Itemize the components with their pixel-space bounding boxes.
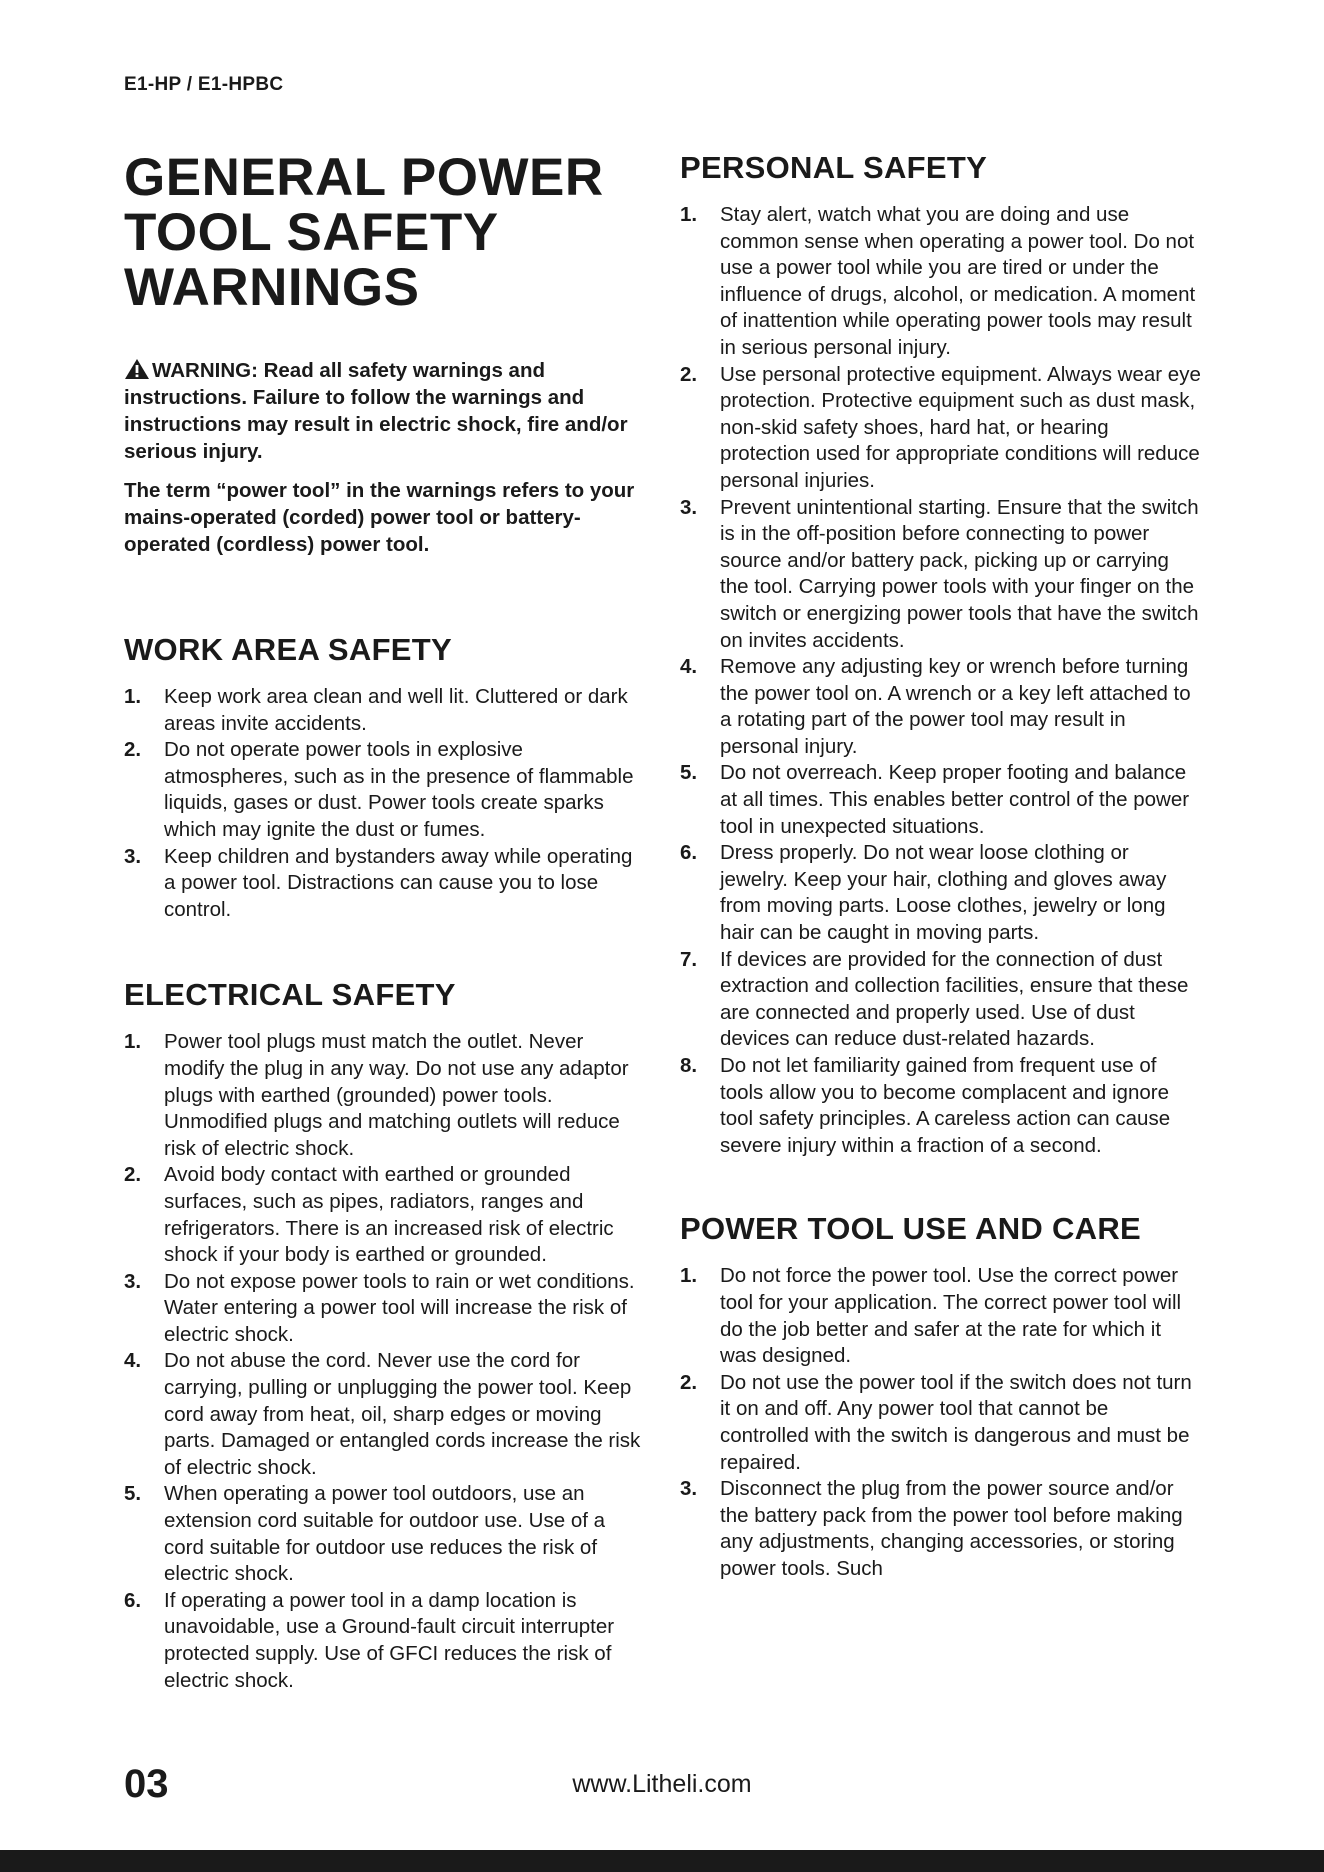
item-number: 7. [680, 947, 698, 971]
personal-section [680, 150, 1202, 1159]
use-care-section [680, 1211, 1202, 1582]
item-number: 1. [680, 203, 698, 226]
item-text: Do not operate power tools in explosive atmospheres, such as in the presence of flammable liquids, gases or dust. Power tools create sparks which may ignite the dust or fumes. [164, 738, 634, 841]
list-item [124, 737, 644, 843]
item-number: 2. [680, 362, 698, 386]
item-text: Remove any adjusting key or wrench before turning the power tool on. A wrench or a key left attached to a rotating part of the power tool may result in personal injury. [720, 655, 1191, 758]
page-title-line: WARNINGS [124, 258, 420, 317]
item-number: 5. [124, 1482, 142, 1506]
item-number: 3. [124, 1269, 142, 1293]
item-text: Disconnect the plug from the power source and/or the battery pack from the power tool before making any adjustments, changing accessories, or storing power tools. Such [720, 1477, 1183, 1580]
work-area-heading: WORK AREA SAFETY [124, 632, 452, 667]
warning-label: WARNING: [152, 359, 258, 382]
item-number: 8. [680, 1054, 698, 1077]
warning-text: Read all safety warnings and instructions. Failure to follow the warnings and instructions may result in electric shock, fire and/or serious injury. [124, 359, 628, 463]
list-item [124, 1269, 644, 1349]
item-text: Keep work area clean and well lit. Cluttered or dark areas invite accidents. [164, 685, 628, 735]
bottom-bar [0, 1850, 1324, 1872]
list-item [124, 684, 644, 737]
model-number: E1-HP / E1-HPBC [124, 74, 284, 95]
list-item [680, 654, 1202, 760]
left-column [124, 150, 644, 1694]
item-text: Keep children and bystanders away while operating a power tool. Distractions can cause you to lose control. [164, 844, 633, 921]
list-item [680, 1263, 1202, 1369]
item-text: If operating a power tool in a damp location is unavoidable, use a Ground-fault circuit interrupter protected supply. Use of GFCI reduces the risk of electric shock. [164, 1588, 615, 1692]
work-area-list [124, 684, 644, 923]
item-number: 3. [124, 844, 142, 868]
item-text: Do not abuse the cord. Never use the cord for carrying, pulling or unplugging the power tool. Keep cord away from heat, oil, sharp edges or moving parts. Damaged or entangled cords increase the risk of electric shock. [164, 1349, 641, 1479]
page-title-line: TOOL SAFETY [124, 203, 499, 262]
right-column [680, 150, 1202, 1583]
item-number: 6. [124, 1588, 142, 1612]
list-item [680, 760, 1202, 840]
item-text: Do not use the power tool if the switch does not turn it on and off. Any power tool that cannot be controlled with the switch is dangerous and must be repaired. [720, 1370, 1192, 1474]
item-number: 2. [124, 1163, 142, 1187]
list-item [680, 840, 1202, 946]
page-title [124, 150, 644, 315]
item-text: When operating a power tool outdoors, use an extension cord suitable for outdoor use. Use of a cord suitable for outdoor use reduces the risk of electric shock. [164, 1482, 606, 1586]
term-note: The term “power tool” in the warnings refers to your mains-operated (corded) power tool or battery-operated (cordless) power tool. [124, 479, 635, 556]
list-item [124, 844, 644, 924]
list-item [680, 362, 1202, 495]
item-number: 2. [680, 1370, 698, 1394]
item-number: 1. [124, 1030, 142, 1054]
item-text: Dress properly. Do not wear loose clothing or jewelry. Keep your hair, clothing and gloves away from moving parts. Loose clothes, jewelry or long hair can be caught in moving parts. [720, 841, 1167, 945]
item-text: Do not force the power tool. Use the correct power tool for your application. The correct power tool will do the job better and safer at the rate for which it was designed. [720, 1264, 1182, 1368]
item-text: Do not let familiarity gained from frequent use of tools allow you to become complacent and ignore tool safety principles. A careless action can cause severe injury within a fraction of a second. [720, 1054, 1171, 1157]
list-item [680, 495, 1202, 655]
item-number: 3. [680, 495, 698, 519]
personal-heading: PERSONAL SAFETY [680, 150, 988, 185]
item-number: 1. [124, 685, 142, 708]
list-item [680, 1476, 1202, 1582]
work-area-section [124, 632, 644, 923]
page-title-line: GENERAL POWER [124, 148, 604, 207]
item-text: Avoid body contact with earthed or grounded surfaces, such as pipes, radiators, ranges and refrigerators. There is an increased risk of electric shock if your body is earthed or grounded. [164, 1163, 614, 1267]
item-text: Prevent unintentional starting. Ensure that the switch is in the off-position before connecting to power source and/or battery pack, picking up or carrying the tool. Carrying power tools with your finger on the switch or energizing power tools that have the switch on invites accidents. [720, 495, 1199, 652]
electrical-section [124, 977, 644, 1694]
item-text: Stay alert, watch what you are doing and use common sense when operating a power tool. Do not use a power tool while you are tired or under the influence of drugs, alcohol, or medication. A moment of inattention while operating power tools may result in serious personal injury. [720, 203, 1196, 359]
item-number: 1. [680, 1264, 698, 1288]
item-text: Power tool plugs must match the outlet. Never modify the plug in any way. Do not use any adaptor plugs with earthed (grounded) power tools. Unmodified plugs and matching outlets will reduce risk of electric shock. [164, 1030, 629, 1160]
list-item [680, 202, 1202, 362]
list-item [124, 1029, 644, 1162]
list-item [680, 1053, 1202, 1159]
page-number: 03 [124, 1762, 169, 1806]
list-item [124, 1348, 644, 1481]
item-number: 3. [680, 1477, 698, 1501]
item-number: 4. [680, 655, 698, 679]
item-text: Use personal protective equipment. Always wear eye protection. Protective equipment such as dust mask, non-skid safety shoes, hard hat, or hearing protection used for appropriate conditions will reduce personal injuries. [720, 362, 1201, 492]
list-item [680, 1370, 1202, 1476]
item-number: 2. [124, 738, 142, 762]
use-care-heading: POWER TOOL USE AND CARE [680, 1211, 1142, 1247]
list-item [124, 1481, 644, 1587]
electrical-list [124, 1029, 644, 1694]
item-text: If devices are provided for the connection of dust extraction and collection facilities, ensure that these are connected and properly used. Use of dust devices can reduce dust-related hazards. [720, 947, 1189, 1051]
use-care-list [680, 1263, 1202, 1582]
item-number: 6. [680, 841, 698, 865]
list-item [124, 1588, 644, 1694]
item-text: Do not overreach. Keep proper footing and balance at all times. This enables better control of the power tool in unexpected situations. [720, 761, 1190, 838]
list-item [124, 1162, 644, 1268]
warning-block [124, 357, 644, 465]
item-text: Do not expose power tools to rain or wet conditions. Water entering a power tool will increase the risk of electric shock. [164, 1269, 635, 1346]
personal-list [680, 202, 1202, 1159]
item-number: 5. [680, 761, 698, 785]
warning-triangle-icon [124, 358, 150, 380]
electrical-heading: ELECTRICAL SAFETY [124, 977, 456, 1013]
list-item [680, 947, 1202, 1053]
website-link[interactable]: www.Litheli.com [572, 1770, 752, 1798]
item-number: 4. [124, 1349, 142, 1373]
